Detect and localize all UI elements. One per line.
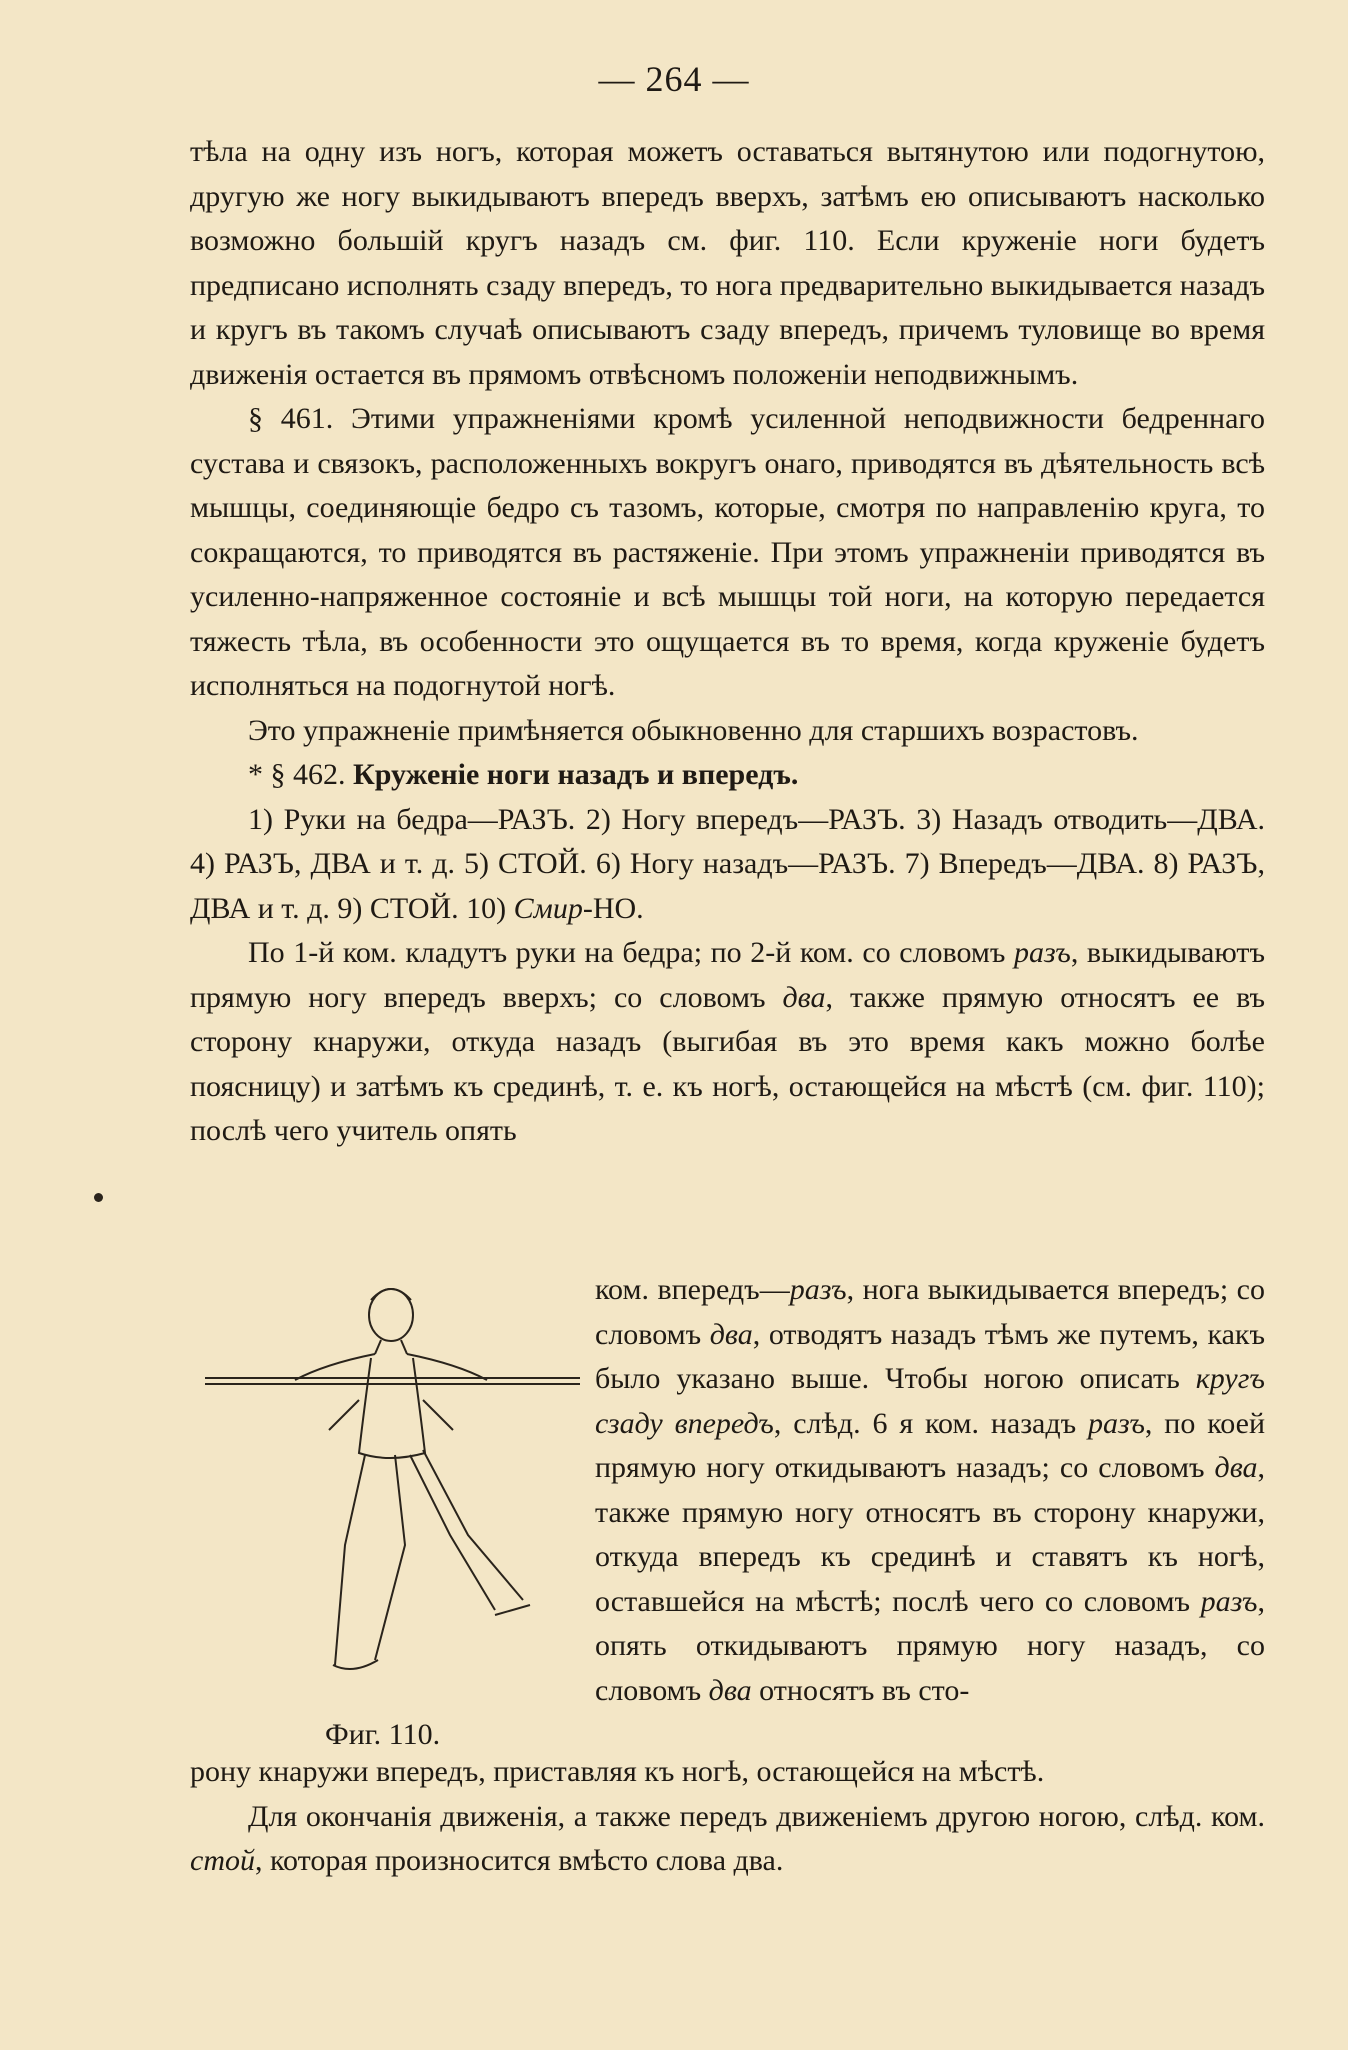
explanation-italic-1: разъ	[1013, 936, 1071, 969]
rc-e: , по коей прямую ногу откидываютъ назадъ; со словомъ	[595, 1406, 1266, 1484]
rc-g: , опять откидываютъ прямую ногу назадъ, со словомъ	[595, 1584, 1265, 1707]
rc-it4: разъ	[1088, 1406, 1145, 1440]
right-column-text	[595, 1268, 1265, 1713]
explanation-italic-2: два	[782, 980, 826, 1014]
right-column-paragraph	[595, 1268, 1265, 1713]
figure-caption: Фиг. 110.	[325, 1718, 441, 1751]
rc-it1: разъ	[789, 1273, 847, 1306]
explanation-text-c: , также прямую относятъ ее въ сторону кнаружи, откуда назадъ (выгибая въ это время какъ можно болѣе поясницу) и затѣмъ къ срединѣ, т. е. къ ногѣ, остающейся на мѣстѣ (см. фиг. 110); послѣ чего учитель опять	[190, 980, 1265, 1147]
commands-paragraph	[190, 798, 1265, 932]
section-462-heading	[190, 753, 1265, 798]
margin-mark	[94, 1193, 103, 1202]
rc-f: , также прямую ногу относятъ въ сторону кнаружи, откуда впередъ къ срединѣ и ставятъ къ ногѣ, оставшейся на мѣстѣ; послѣ чего со словомъ	[595, 1451, 1266, 1618]
bottom-paragraph	[190, 1795, 1265, 1884]
rc-it2: два	[709, 1317, 753, 1351]
section-title: Круженіе ноги назадъ и впередъ.	[353, 758, 799, 791]
commands-text: 1) Руки на бедра—РАЗЪ. 2) Ногу впередъ—РАЗЪ. 3) Назадъ отводить—ДВА. 4) РАЗЪ, ДВА и т. д. 5) СТОЙ. 6) Ногу назадъ—РАЗЪ. 7) Впередъ—ДВА. 8) РАЗЪ, ДВА и т. д. 9) СТОЙ. 10)	[190, 802, 1265, 925]
explanation-text-a: По 1-й ком. кладутъ руки на бедра; по 2-й ком. со словомъ	[248, 936, 1006, 969]
paragraph-461: § 461. Этими упражненіями кромѣ усиленной неподвижности бедреннаго сустава и связокъ, расположенныхъ вокругъ онаго, приводятся въ дѣятельность всѣ мышцы, соединяющіе бедро съ тазомъ, которые, смотря по направленію круга, то сокращаются, то приводятся въ растяженіе. При этомъ упражненіи приводятся въ усиленно-напряженное состояніе и всѣ мышцы той ноги, на которую передается тяжесть тѣла, въ особенности это ощущается въ то время, когда круженіе будетъ исполняться на подогнутой ногѣ.	[190, 402, 1265, 702]
bottom-line-1: рону кнаружи впередъ, приставляя къ ногѣ, остающейся на мѣстѣ.	[190, 1755, 1045, 1788]
explanation-paragraph	[190, 931, 1265, 1154]
page-number: — 264 —	[598, 59, 750, 99]
bottom-italic: стой	[190, 1844, 255, 1877]
rc-h: относятъ въ сто-	[759, 1673, 970, 1707]
rc-it6: разъ	[1200, 1584, 1258, 1618]
rc-d: , слѣд. 6 я ком. назадъ	[773, 1406, 1077, 1440]
explanation-text-b: , выкидываютъ прямую ногу впередъ вверхъ; со словомъ	[190, 936, 1265, 1014]
section-number: * § 462.	[248, 758, 346, 791]
main-text	[190, 130, 1265, 1154]
bottom-text-b: , которая произносится вмѣсто слова два.	[254, 1844, 784, 1877]
paragraph-1: тѣла на одну изъ ногъ, которая можетъ оставаться вытянутою или подогнутою, другую же ногу выкидываютъ впередъ вверхъ, затѣмъ ею описываютъ насколько возможно большій кругъ назадъ см. фиг. 110. Если круженіе ноги будетъ предписано исполнять сзаду впередъ, то нога предварительно выкидывается назадъ и кругъ въ такомъ случаѣ описываютъ сзаду впередъ, причемъ туловище во время движенія остается въ прямомъ отвѣсномъ положеніи неподвижнымъ.	[190, 135, 1265, 391]
rc-it5: два	[1214, 1451, 1258, 1484]
figure-110-illustration	[195, 1270, 590, 1690]
commands-end: -НО.	[582, 891, 644, 925]
rc-b: , нога выкидывается впередъ; со словомъ	[595, 1273, 1266, 1351]
rc-it7: два	[708, 1673, 752, 1707]
bottom-text	[190, 1750, 1265, 1884]
paragraph-usage: Это упражненіе примѣняется обыкновенно для старшихъ возрастовъ.	[248, 713, 1139, 747]
commands-italic: Смир	[513, 891, 583, 925]
bottom-text-a: Для окончанія движенія, а также передъ движеніемъ другою ногою, слѣд. ком.	[248, 1799, 1265, 1833]
rc-c: , отводятъ назадъ тѣмъ же путемъ, какъ было указано выше. Чтобы ногою описать	[595, 1317, 1266, 1395]
rc-it3: кругъ сзаду впередъ	[595, 1362, 1265, 1440]
rc-a: ком. впередъ—	[595, 1273, 790, 1306]
